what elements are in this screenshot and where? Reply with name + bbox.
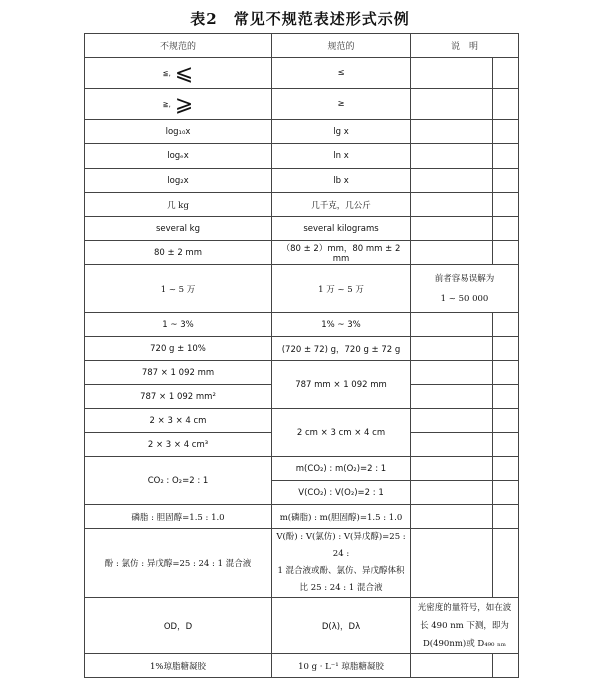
cell-regular: V(酚) : V(氯仿) : V(异戊醇)=25 : 24 : 1 混合液或酚、氯仿、异戊醇体积 比 25 : 24 : 1 混合液 bbox=[272, 529, 411, 598]
header-irregular: 不规范的 bbox=[85, 34, 272, 58]
cell-note bbox=[411, 313, 493, 337]
cell-irregular: OD，D bbox=[85, 598, 272, 654]
cell-irregular: 2 × 3 × 4 cm³ bbox=[85, 433, 272, 457]
cell-irregular: 1%琼脂糖凝胶 bbox=[85, 654, 272, 678]
cell-regular: V(CO₂) : V(O₂)=2 : 1 bbox=[272, 481, 411, 505]
cell-note: 前者容易误解为 1 ~ 50 000 bbox=[411, 265, 519, 313]
cell-note bbox=[411, 217, 493, 241]
cell-extra bbox=[493, 120, 519, 144]
table-row bbox=[85, 89, 519, 120]
table-row bbox=[85, 337, 519, 361]
cell-note bbox=[411, 654, 493, 678]
cell-extra bbox=[493, 385, 519, 409]
cell-extra bbox=[493, 58, 519, 89]
cell-note bbox=[411, 385, 493, 409]
cell-regular: 几千克，几公斤 bbox=[272, 193, 411, 217]
cell-regular: lg x bbox=[272, 120, 411, 144]
table-row bbox=[85, 144, 519, 169]
cell-regular: m(CO₂) : m(O₂)=2 : 1 bbox=[272, 457, 411, 481]
cell-extra bbox=[493, 193, 519, 217]
cell-irregular: 2 × 3 × 4 cm bbox=[85, 409, 272, 433]
cell-regular: lb x bbox=[272, 169, 411, 193]
cell-extra bbox=[493, 505, 519, 529]
cell-irregular: 酚 : 氯仿 : 异戊醇=25 : 24 : 1 混合液 bbox=[85, 529, 272, 598]
table-row bbox=[85, 58, 519, 89]
cell-note bbox=[411, 169, 493, 193]
cell-extra bbox=[493, 409, 519, 433]
cell-regular: several kilograms bbox=[272, 217, 411, 241]
cell-regular: 1 万 ~ 5 万 bbox=[272, 265, 411, 313]
cell-irregular: CO₂ : O₂=2 : 1 bbox=[85, 457, 272, 505]
cell-note bbox=[411, 58, 493, 89]
cell-irregular: log₂x bbox=[85, 169, 272, 193]
cell-note bbox=[411, 193, 493, 217]
cell-irregular: 1 ~ 3% bbox=[85, 313, 272, 337]
cell-note bbox=[411, 529, 493, 598]
cell-extra bbox=[493, 654, 519, 678]
cell-extra bbox=[493, 529, 519, 598]
table-title: 表2 常见不规范表述形式示例 bbox=[190, 10, 410, 28]
header-regular: 规范的 bbox=[272, 34, 411, 58]
table-row bbox=[85, 120, 519, 144]
leq-slanted-glyph: ⩽ bbox=[174, 60, 194, 86]
cell-regular: 10 g · L⁻¹ 琼脂糖凝胶 bbox=[272, 654, 411, 678]
cell-note bbox=[411, 241, 493, 265]
table-row bbox=[85, 529, 519, 598]
cell-regular: (720 ± 72) g，720 g ± 72 g bbox=[272, 337, 411, 361]
cell-note bbox=[411, 144, 493, 169]
cell-irregular: ≧, ⩾ bbox=[85, 89, 272, 120]
cell-note bbox=[411, 505, 493, 529]
cell-extra bbox=[493, 241, 519, 265]
cell-irregular: 磷脂 : 胆固醇=1.5 : 1.0 bbox=[85, 505, 272, 529]
cell-extra bbox=[493, 217, 519, 241]
cell-extra bbox=[493, 481, 519, 505]
cell-note bbox=[411, 120, 493, 144]
cell-irregular: 几 kg bbox=[85, 193, 272, 217]
cell-regular: ≤ bbox=[272, 58, 411, 89]
cell-extra bbox=[493, 457, 519, 481]
cell-note bbox=[411, 409, 493, 433]
table-header-row bbox=[85, 34, 519, 58]
cell-note bbox=[411, 337, 493, 361]
cell-extra bbox=[493, 433, 519, 457]
cell-regular: 2 cm × 3 cm × 4 cm bbox=[272, 409, 411, 457]
table-row bbox=[85, 217, 519, 241]
notation-table bbox=[84, 33, 519, 678]
table-row bbox=[85, 409, 519, 433]
cell-extra bbox=[493, 144, 519, 169]
table-row bbox=[85, 654, 519, 678]
table-row bbox=[85, 361, 519, 385]
header-note: 说 明 bbox=[411, 34, 519, 58]
cell-note bbox=[411, 89, 493, 120]
cell-regular: 787 mm × 1 092 mm bbox=[272, 361, 411, 409]
cell-irregular: several kg bbox=[85, 217, 272, 241]
cell-irregular: 1 ~ 5 万 bbox=[85, 265, 272, 313]
cell-extra bbox=[493, 361, 519, 385]
cell-extra bbox=[493, 169, 519, 193]
cell-extra bbox=[493, 89, 519, 120]
cell-irregular: logₑx bbox=[85, 144, 272, 169]
table-row bbox=[85, 457, 519, 481]
cell-note bbox=[411, 433, 493, 457]
cell-regular: ≥ bbox=[272, 89, 411, 120]
cell-regular: （80 ± 2）mm，80 mm ± 2 mm bbox=[272, 241, 411, 265]
table-row bbox=[85, 169, 519, 193]
table-row bbox=[85, 265, 519, 313]
cell-irregular: 80 ± 2 mm bbox=[85, 241, 272, 265]
cell-note: 光密度的量符号，如在波 长 490 nm 下测，即为 D(490nm)或 D₄₉₀ ₙₘ bbox=[411, 598, 519, 654]
table-row bbox=[85, 193, 519, 217]
cell-irregular: ≦, ⩽ bbox=[85, 58, 272, 89]
cell-regular: m(磷脂) : m(胆固醇)=1.5 : 1.0 bbox=[272, 505, 411, 529]
cell-note bbox=[411, 481, 493, 505]
table-row bbox=[85, 313, 519, 337]
cell-irregular: 787 × 1 092 mm bbox=[85, 361, 272, 385]
table-row bbox=[85, 505, 519, 529]
cell-irregular: log₁₀x bbox=[85, 120, 272, 144]
cell-note bbox=[411, 457, 493, 481]
cell-irregular: 787 × 1 092 mm² bbox=[85, 385, 272, 409]
table-row bbox=[85, 598, 519, 654]
cell-regular: ln x bbox=[272, 144, 411, 169]
cell-irregular: 720 g ± 10% bbox=[85, 337, 272, 361]
cell-note bbox=[411, 361, 493, 385]
cell-extra bbox=[493, 337, 519, 361]
table-row bbox=[85, 241, 519, 265]
cell-extra bbox=[493, 313, 519, 337]
cell-regular: D(λ)，Dλ bbox=[272, 598, 411, 654]
cell-regular: 1% ~ 3% bbox=[272, 313, 411, 337]
geq-slanted-glyph: ⩾ bbox=[174, 91, 194, 117]
